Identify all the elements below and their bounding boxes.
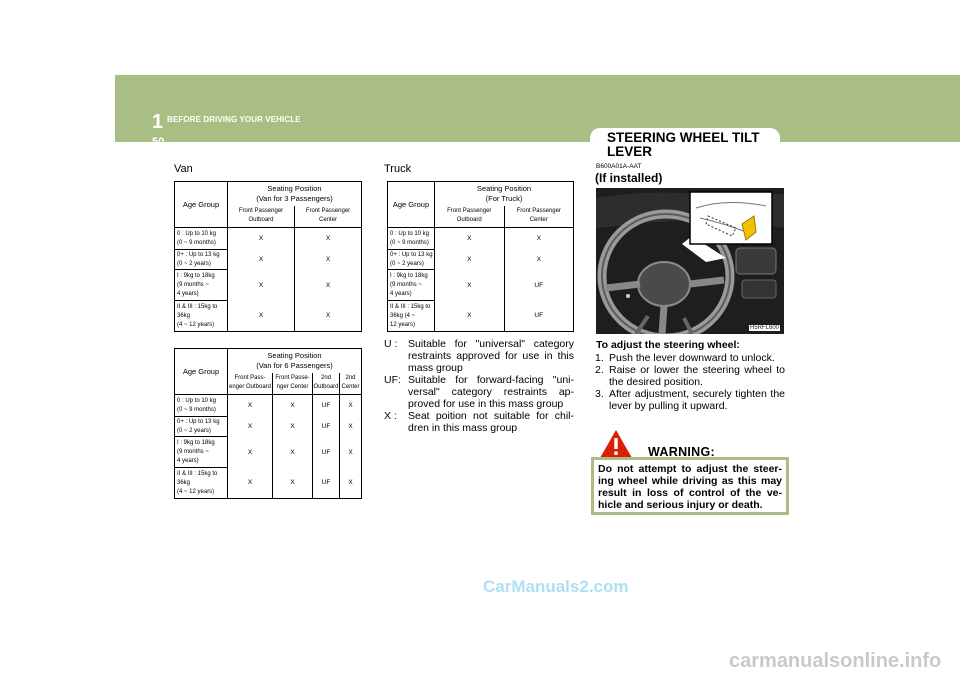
chapter-title: BEFORE DRIVING YOUR VEHICLE: [167, 115, 301, 124]
table-cell: UF: [504, 270, 574, 301]
van-3-passenger-table: [174, 181, 362, 332]
page-number: 50: [152, 136, 165, 148]
table-cell: X: [228, 250, 295, 270]
chapter-number: 1: [152, 111, 164, 133]
column-header: Front Passenger Center: [295, 206, 362, 228]
list-item: 1. Push the lever downward to unlock.: [595, 352, 775, 364]
column-header: Front Passenger Center: [504, 206, 574, 228]
seating-position-header: Seating Position (Van for 3 Passengers): [228, 182, 362, 206]
steering-wheel-illustration: [596, 188, 784, 334]
section-subtitle: (If installed): [595, 171, 663, 185]
section-title: STEERING WHEEL TILT LEVER: [607, 130, 760, 159]
truck-table: [387, 181, 574, 332]
table-cell: X: [340, 468, 362, 499]
table-cell: UF: [504, 301, 574, 332]
table-cell: X: [340, 437, 362, 468]
table-cell: X: [228, 301, 295, 332]
table-cell: X: [295, 228, 362, 250]
table-cell: X: [295, 270, 362, 301]
table-cell: X: [435, 270, 505, 301]
table-cell: X: [273, 437, 313, 468]
truck-label: Truck: [384, 163, 412, 175]
table-cell: X: [435, 250, 505, 270]
age-group-header: Age Group: [388, 182, 435, 228]
van-6-passenger-table: [174, 348, 362, 499]
legend-item: UF: Suitable for forward-facing "uni-versal" category restraints ap-proved for use in this mass group: [384, 374, 574, 410]
age-group-cell: 0 : Up to 10 kg (0 ~ 9 months): [175, 228, 228, 250]
table-cell: X: [273, 417, 313, 437]
watermark: CarManuals2.com: [483, 577, 629, 596]
age-group-cell: I : 9kg to 18kg (9 months ~ 4 years): [175, 270, 228, 301]
table-cell: X: [435, 301, 505, 332]
age-group-cell: 0+ : Up to 13 kg (0 ~ 2 years): [175, 417, 228, 437]
table-cell: X: [228, 417, 273, 437]
table-cell: X: [228, 270, 295, 301]
age-group-cell: I : 9kg to 18kg (9 months ~ 4 years): [175, 437, 228, 468]
seating-position-header: Seating Position (Van for 6 Passengers): [228, 349, 362, 373]
table-cell: UF: [313, 417, 340, 437]
age-group-cell: II & III : 15kg to 36kg (4 ~ 12 years): [388, 301, 435, 332]
table-cell: X: [228, 437, 273, 468]
table-cell: X: [273, 468, 313, 499]
column-header: 2nd Outboard: [313, 373, 340, 395]
table-cell: UF: [313, 395, 340, 417]
age-group-header: Age Group: [175, 349, 228, 395]
list-item: 3. After adjustment, securely tighten the lever by pulling it upward.: [595, 388, 785, 412]
table-cell: UF: [313, 437, 340, 468]
table-cell: X: [228, 395, 273, 417]
column-header: Front Passe- nger Center: [273, 373, 313, 395]
procedure-title: To adjust the steering wheel:: [596, 339, 740, 351]
column-header: 2nd Center: [340, 373, 362, 395]
age-group-cell: 0 : Up to 10 kg (0 ~ 9 months): [175, 395, 228, 417]
table-cell: X: [504, 228, 574, 250]
seating-position-header: Seating Position (For Truck): [435, 182, 574, 206]
column-header: Front Pass- enger Outboard: [228, 373, 273, 395]
age-group-cell: 0 : Up to 10 kg (0 ~ 9 months): [388, 228, 435, 250]
age-group-cell: II & III : 15kg to 36kg (4 ~ 12 years): [175, 468, 228, 499]
warning-icon: [596, 430, 636, 460]
age-group-cell: 0+ : Up to 13 kg (0 ~ 2 years): [388, 250, 435, 270]
table-cell: X: [228, 468, 273, 499]
table-cell: UF: [313, 468, 340, 499]
age-group-header: Age Group: [175, 182, 228, 228]
section-code: B600A01A-AAT: [596, 163, 642, 170]
watermark: carmanualsonline.info: [729, 650, 942, 672]
restraint-legend: [384, 338, 574, 434]
warning-box: [591, 457, 789, 515]
warning-title: WARNING:: [648, 445, 715, 459]
legend-item: X : Seat poition not suitable for chil-dren in this mass group: [384, 410, 574, 434]
table-cell: X: [228, 228, 295, 250]
figure-code: H5RFL600: [750, 325, 780, 331]
warning-text: Do not attempt to adjust the steer-ing wheel while driving as this may result in loss of control of the ve-hicle and serious injury or death.: [598, 463, 782, 511]
column-header: Front Passenger Outboard: [228, 206, 295, 228]
table-cell: X: [340, 417, 362, 437]
table-cell: X: [504, 250, 574, 270]
table-cell: X: [295, 301, 362, 332]
age-group-cell: 0+ : Up to 13 kg (0 ~ 2 years): [175, 250, 228, 270]
age-group-cell: I : 9kg to 18kg (9 months ~ 4 years): [388, 270, 435, 301]
list-item: 2. Raise or lower the steering wheel to the desired position.: [595, 364, 785, 388]
table-cell: X: [273, 395, 313, 417]
table-cell: X: [340, 395, 362, 417]
age-group-cell: II & III : 15kg to 36kg (4 ~ 12 years): [175, 301, 228, 332]
table-cell: X: [295, 250, 362, 270]
header-band: [115, 75, 960, 142]
legend-item: U : Suitable for "universal" category restraints approved for use in this mass group: [384, 338, 574, 374]
van-label: Van: [174, 163, 193, 175]
table-cell: X: [435, 228, 505, 250]
column-header: Front Passenger Outboard: [435, 206, 505, 228]
procedure-steps: [595, 352, 785, 412]
